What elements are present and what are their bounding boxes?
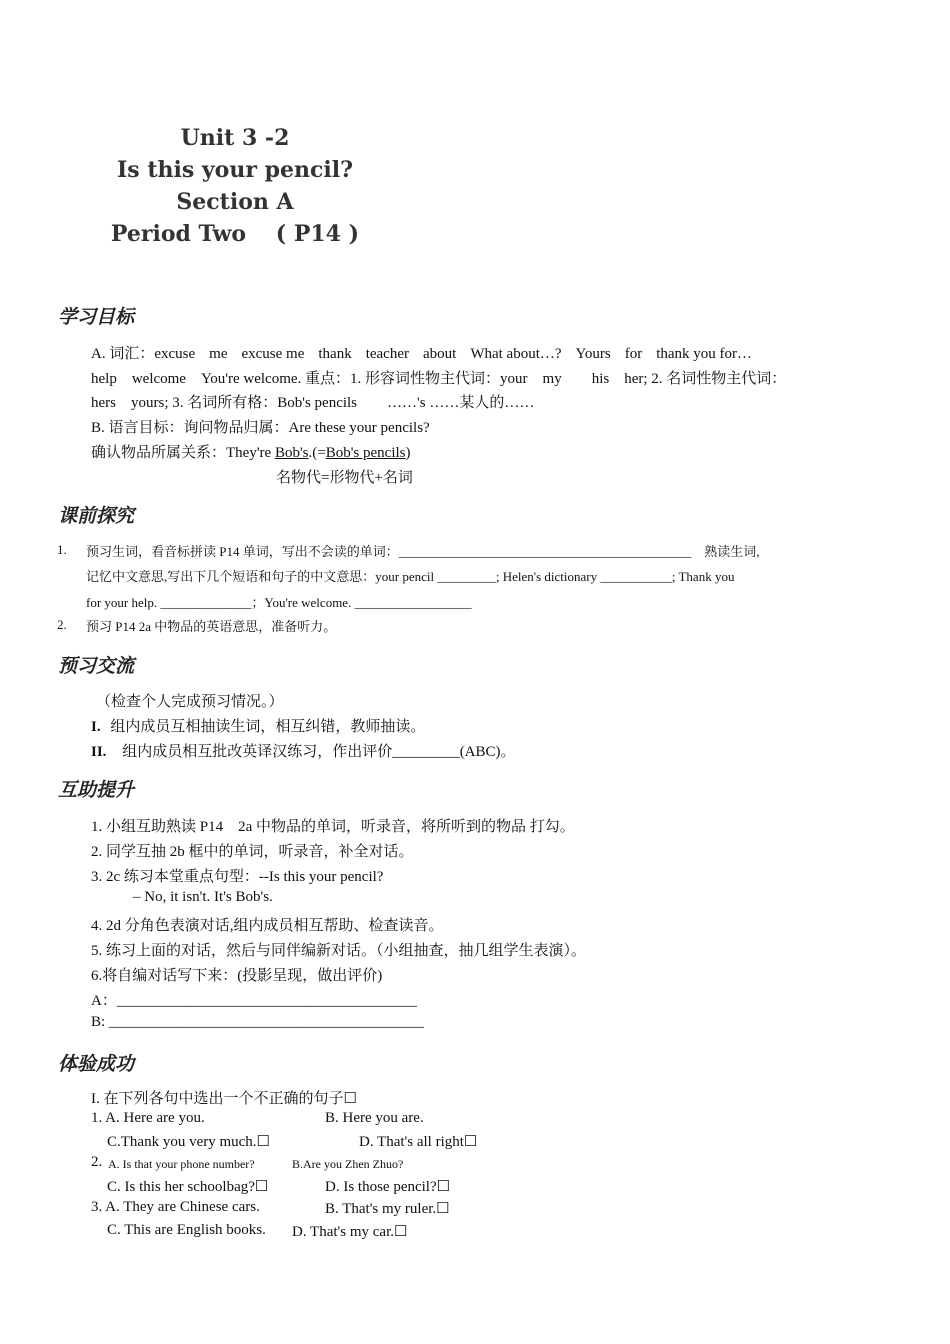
ownership-line — [91, 441, 411, 462]
ownership-underlined-2: Bob's pencils — [325, 445, 406, 461]
practice-instruction: I. 在下列各句中选出一个不正确的句子☐ — [91, 1091, 357, 1107]
vocab-word: about — [423, 346, 457, 362]
preview-item-2-number: 2. — [57, 617, 67, 632]
question-1-option-b: B. Here you are. — [325, 1110, 424, 1126]
vocab-word: excuse me — [241, 346, 305, 362]
question-1-option-d: D. That's all right☐ — [359, 1134, 478, 1150]
improve-item-3: 3. 2c 练习本堂重点句型：--Is this your pencil? — [91, 869, 384, 885]
title-block — [110, 122, 360, 250]
vocab-word: me — [209, 346, 228, 362]
language-goal: B. 语言目标：询问物品归属：Are these your pencils? — [91, 420, 430, 436]
exchange-item-2 — [91, 740, 516, 761]
question-3-option-d: D. That's my car.☐ — [292, 1224, 408, 1240]
section-heading-improve: 互助提升 — [58, 780, 135, 801]
question-1-option-a: 1. A. Here are you. — [91, 1110, 205, 1126]
exchange-item-2-text: 组内成员相互批改英译汉练习，作出评价_________(ABC)。 — [122, 744, 516, 760]
title-section: Section A — [176, 189, 294, 215]
vocab-word: thank — [318, 346, 352, 362]
vocab-label: A. 词汇： — [91, 346, 155, 362]
preview-item-2: 预习 P14 2a 中物品的英语意思，准备听力。 — [86, 619, 337, 634]
improve-item-2: 2. 同学互抽 2b 框中的单词，听录音，补全对话。 — [91, 844, 414, 860]
dialogue-line-b: B: __________________________________________ — [91, 1014, 424, 1030]
preview-item-1-line-1: 预习生词，看音标拼读 P14 单词，写出不会读的单词：_____________________________________________ 熟读生词, — [86, 544, 760, 559]
exchange-item-1-number: I. — [91, 719, 101, 735]
vocab-word: thank you for… — [656, 346, 753, 362]
vocab-word: Yours — [575, 346, 611, 362]
vocab-word: What about…? — [470, 346, 562, 362]
exchange-item-2-number: II. — [91, 744, 107, 760]
improve-item-5: 5. 练习上面的对话，然后与同伴编新对话。（小组抽查，抽几组学生表演）。 — [91, 943, 587, 959]
question-2-option-c: C. Is this her schoolbag?☐ — [107, 1179, 269, 1195]
exchange-note: （检查个人完成预习情况。） — [96, 694, 284, 710]
question-2-option-b: B.Are you Zhen Zhuo? — [292, 1157, 404, 1171]
preview-item-1-line-2: 记忆中文意思,写出下几个短语和句子的中文意思：your pencil _________; Helen's dictionary ___________; Thank you — [86, 569, 735, 584]
vocab-line-3: hers yours; 3. 名词所有格：Bob's pencils ……'s ……某人的…… — [91, 395, 535, 411]
ownership-underlined-1: Bob's — [274, 445, 309, 461]
question-2-option-d: D. Is those pencil?☐ — [325, 1179, 451, 1195]
improve-item-1: 1. 小组互助熟读 P14 2a 中物品的单词，听录音，将所听到的物品 打勾。 — [91, 819, 575, 835]
section-heading-practice: 体验成功 — [58, 1054, 135, 1075]
vocab-line-1 — [91, 342, 752, 363]
question-3-option-a: 3. A. They are Chinese cars. — [91, 1199, 260, 1215]
pronoun-formula: 名物代=形物代+名词 — [276, 470, 413, 486]
improve-item-3-answer: – No, it isn't. It's Bob's. — [133, 889, 273, 905]
section-heading-goals: 学习目标 — [58, 307, 135, 328]
ownership-prefix: 确认物品所属关系：They're — [91, 445, 275, 461]
question-3-option-c: C. This are English books. — [107, 1222, 266, 1238]
preview-item-1-number: 1. — [57, 542, 67, 557]
preview-item-1-line-3: for your help. ______________；You're welcome. __________________ — [86, 595, 472, 610]
ownership-suffix: ) — [405, 445, 411, 461]
section-heading-preview: 课前探究 — [58, 506, 135, 527]
exchange-item-1-text: 组内成员互相抽读生词，相互纠错，教师抽读。 — [110, 719, 426, 735]
ownership-mid: .(= — [308, 445, 326, 461]
vocab-word: excuse — [154, 346, 196, 362]
title-period: Period Two ( P14 ) — [110, 221, 360, 247]
question-2-option-a: A. Is that your phone number? — [108, 1157, 255, 1171]
question-3-option-b: B. That's my ruler.☐ — [325, 1201, 450, 1217]
dialogue-line-a: A：________________________________________ — [91, 993, 417, 1009]
exchange-item-1 — [91, 715, 425, 736]
question-2-number: 2. — [91, 1154, 103, 1170]
vocab-word: for — [624, 346, 643, 362]
vocab-line-2: help welcome You're welcome. 重点：1. 形容词性物主代词：your my his her; 2. 名词性物主代词： — [91, 371, 787, 387]
section-heading-exchange: 预习交流 — [58, 656, 135, 677]
improve-item-6: 6.将自编对话写下来：(投影呈现，做出评价) — [91, 968, 383, 984]
title-question: Is this your pencil? — [117, 157, 353, 183]
question-1-option-c: C.Thank you very much.☐ — [107, 1134, 271, 1150]
improve-item-4: 4. 2d 分角色表演对话,组内成员相互帮助、检查读音。 — [91, 918, 444, 934]
vocab-word: teacher — [365, 346, 409, 362]
title-unit: Unit 3 -2 — [180, 125, 290, 151]
